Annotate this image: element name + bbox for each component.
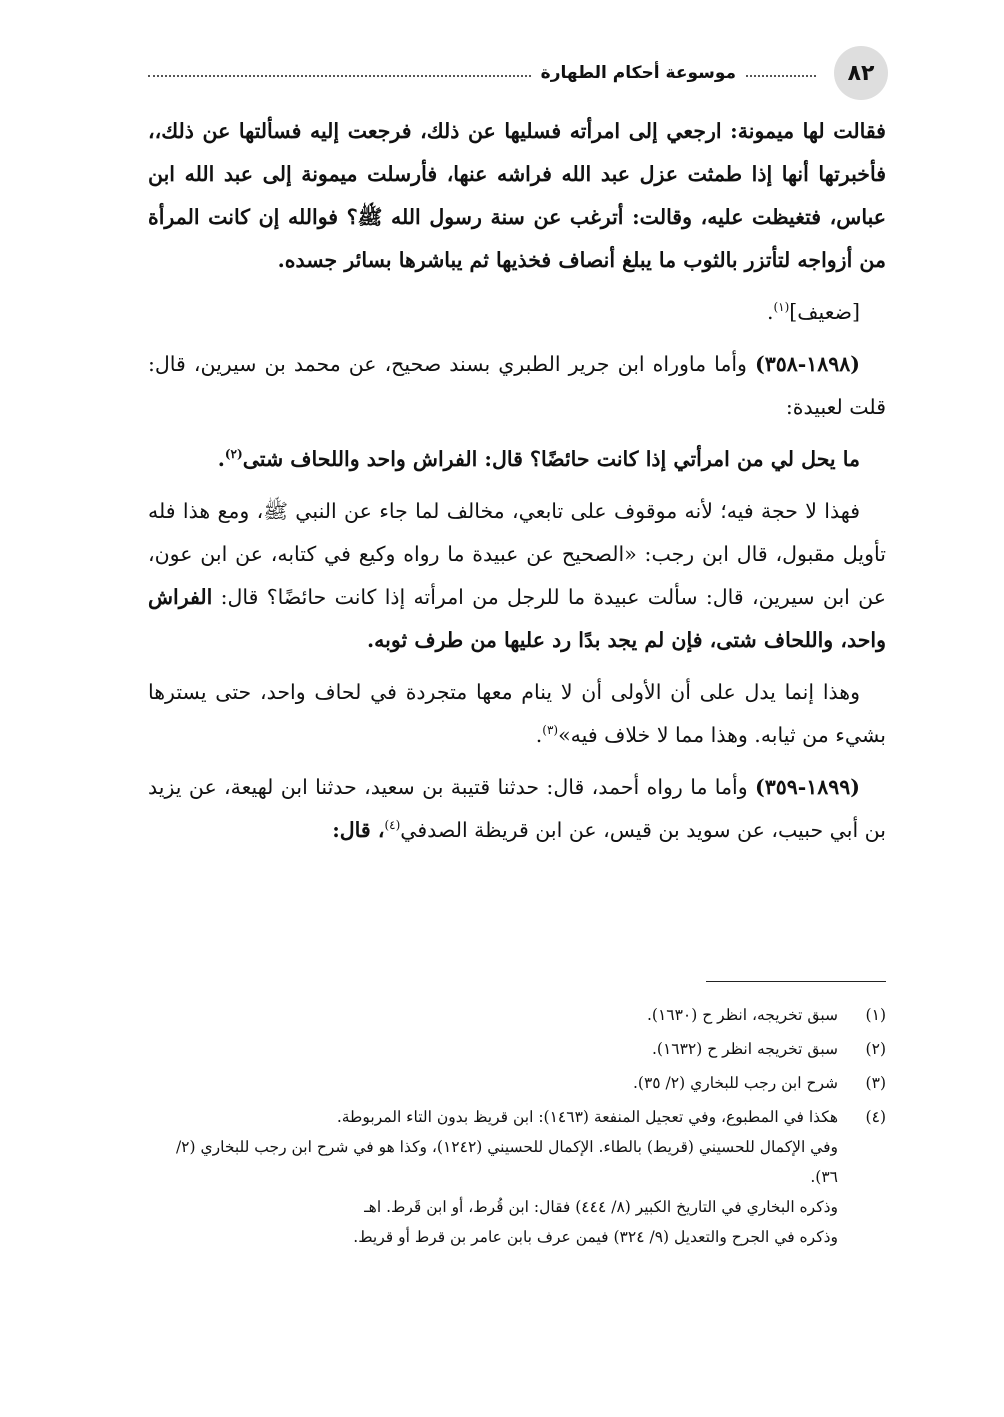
paragraph-3 [148, 343, 886, 429]
footnote-line: وفي الإكمال للحسيني (قريط) بالطاء. الإكمال للحسيني (١٢٤٢)، وكذا هو في شرح ابن رجب للبخاري (٢/ ٣٦). [175, 1138, 838, 1186]
hadith-number: (١٨٩٩-٣٥٩) [754, 775, 860, 799]
footnote-ref-2[interactable]: (٢) [224, 447, 243, 462]
page-header [148, 46, 888, 100]
paragraph-5-bold: الفراش واحد، واللحاف شتى، فإن لم يجد بدًا رد عليها من طرف ثوبه. [148, 585, 886, 652]
footnote-number: (١) [865, 1006, 886, 1024]
footnote-line: سبق تخريجه انظر ح (١٦٣٢). [651, 1040, 838, 1058]
footnote-2 [148, 1034, 886, 1064]
footnote-divider [706, 981, 886, 982]
period: . [535, 723, 543, 747]
footnote-number: (٤) [865, 1108, 886, 1126]
paragraph-4-text: ما يحل لي من امرأتي إذا كانت حائضًا؟ قال: الفراش واحد واللحاف شتى [242, 447, 860, 471]
footnote-line: هكذا في المطبوع، وفي تعجيل المنفعة (١٤٦٣): ابن قريظ بدون التاء المربوطة. [336, 1108, 838, 1126]
leader-dots-right [746, 75, 816, 77]
main-text [148, 110, 886, 861]
footnote-3 [148, 1068, 886, 1098]
footnote-ref-3[interactable]: (٣) [542, 723, 559, 738]
footnote-number: (٢) [865, 1040, 886, 1058]
leader-dots-left [148, 75, 531, 77]
footnote-line: سبق تخريجه، انظر ح (١٦٣٠). [646, 1006, 838, 1024]
paragraph-6-text: وهذا إنما يدل على أن الأولى أن لا ينام معها متجردة في لحاف واحد، حتى يسترها بشيء من ثيابه. وهذا مما لا خلاف فيه» [148, 680, 886, 747]
paragraph-3-text: وأما ماوراه ابن جرير الطبري بسند صحيح، عن محمد بن سيرين، قال: قلت لعبيدة: [148, 352, 886, 419]
footnote-ref-1[interactable]: (١) [773, 300, 790, 315]
period: . [217, 447, 225, 471]
footnote-number: (٣) [865, 1074, 886, 1092]
paragraph-5 [148, 490, 886, 662]
footnote-line: شرح ابن رجب للبخاري (٢/ ٣٥). [632, 1074, 838, 1092]
grade-label: [ضعيف] [789, 300, 860, 324]
footnote-line: وذكره في الجرح والتعديل (٩/ ٣٢٤) فيمن عرف بابن عامر بن قرط أو قريط. [353, 1228, 838, 1246]
footnote-1 [148, 1000, 886, 1030]
running-head [148, 60, 816, 86]
footnote-4 [148, 1102, 886, 1252]
paragraph-2 [148, 291, 886, 334]
paragraph-7-text: وأما ما رواه أحمد، قال: حدثنا قتيبة بن سعيد، حدثنا ابن لهيعة، عن يزيد بن أبي حبيب، عن سويد بن قيس، عن ابن قريظة الصدفي [148, 775, 886, 842]
paragraph-7 [148, 766, 886, 852]
footnotes [148, 1000, 886, 1256]
hadith-number: (١٨٩٨-٣٥٨) [754, 352, 860, 376]
paragraph-5-text: فهذا لا حجة فيه؛ لأنه موقوف على تابعي، مخالف لما جاء عن النبي ﷺ، ومع هذا فله تأويل مقبول، قال ابن رجب: «الصحيح عن عبيدة ما رواه وكيع في كتابه، عن ابن عون، عن ابن سيرين، قال: سألت عبيدة ما للرجل من امرأته إذا كانت حائضًا؟ قال: [148, 499, 886, 609]
paragraph-6 [148, 671, 886, 757]
book-title: موسوعة أحكام الطهارة [540, 63, 736, 83]
paragraph-1: فقالت لها ميمونة: ارجعي إلى امرأته فسليها عن ذلك، فرجعت إليه فسألتها عن ذلك،، فأخبرتها أنها إذا طمثت عزل عبد الله فراشه عنها، فأرسلت ميمونة إلى عبد الله ابن عباس، فتغيظت عليه، وقالت: أترغب عن سنة رسول الله ﷺ؟ فوالله إن كانت المرأة من أزواجه لتأتزر بالثوب ما يبلغ أنصاف فخذيها ثم يباشرها بسائر جسده. [148, 119, 886, 272]
page-number-badge: ٨٢ [834, 46, 888, 100]
paragraph-7-end: ، قال: [332, 818, 385, 842]
period: . [766, 300, 774, 324]
paragraph-4 [148, 438, 886, 481]
footnote-ref-4[interactable]: (٤) [384, 818, 401, 833]
footnote-line: وذكره البخاري في التاريخ الكبير (٨/ ٤٤٤) فقال: ابن قُرط، أو ابن قَرط. اهـ [364, 1198, 838, 1216]
